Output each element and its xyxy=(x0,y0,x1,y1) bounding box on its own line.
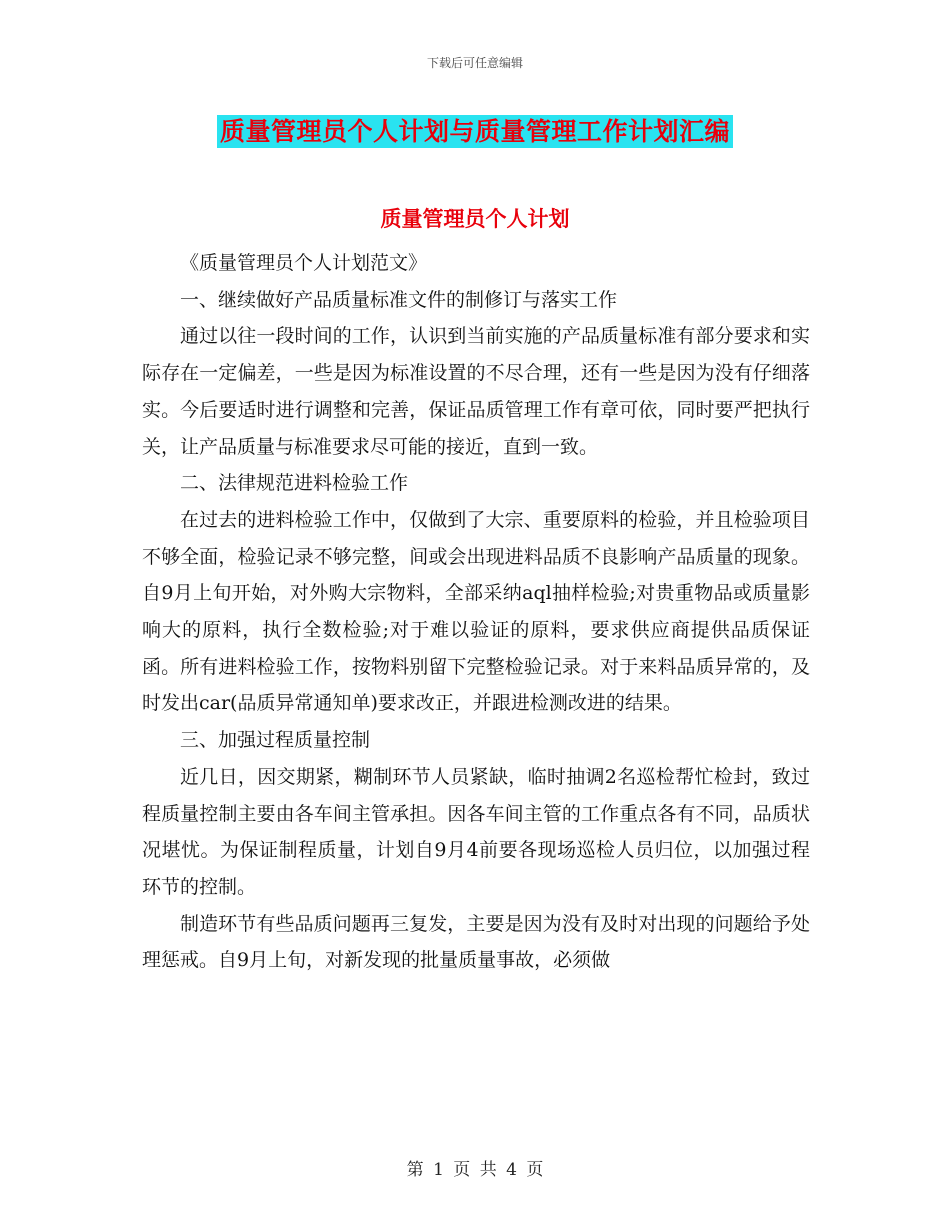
heading-3: 三、加强过程质量控制 xyxy=(180,729,371,752)
heading-2: 二、法律规范进料检验工作 xyxy=(180,472,409,495)
paragraph: 通过以往一段时间的工作，认识到当前实施的产品质量标准有部分要求和实际存在一定偏差，一些是因为标准设置的不尽合理，还有一些是因为没有仔细落实。今后要适时进行调整和完善，保证品质管理工作有章可依，同时要严把执行关，让产品质量与标准要求尽可能的接近，直到一致。 xyxy=(142,325,810,458)
paragraph-subtitle: 《质量管理员个人计划范文》 xyxy=(180,252,428,274)
paragraph: 在过去的进料检验工作中，仅做到了大宗、重要原料的检验，并且检验项目不够全面，检验记录不够完整，间或会出现进料品质不良影响产品质量的现象。自9月上旬开始，对外购大宗物料，全部采纳aql抽样检验;对贵重物品或质量影响大的原料，执行全数检验;对于难以验证的原料，要求供应商提供品质保证函。所有进料检验工作，按物料别留下完整检验记录。对于来料品质异常的，及时发出car(品质异常通知单)要求改正，并跟进检测改进的结果。 xyxy=(142,508,810,715)
paragraph: 近几日，因交期紧，糊制环节人员紧缺，临时抽调2名巡检帮忙检封，致过程质量控制主要由各车间主管承担。因各车间主管的工作重点各有不同，品质状况堪忧。为保证制程质量，计划自9月4前要各现场巡检人员归位，以加强过程环节的控制。 xyxy=(142,765,810,898)
document-title xyxy=(0,112,950,148)
paragraph: 制造环节有些品质问题再三复发，主要是因为没有及时对出现的问题给予处理惩戒。自9月上旬，对新发现的批量质量事故，必须做 xyxy=(142,912,810,972)
section-title: 质量管理员个人计划 xyxy=(380,206,570,231)
document-title-text: 质量管理员个人计划与质量管理工作计划汇编 xyxy=(217,115,733,148)
heading-1: 一、继续做好产品质量标准文件的制修订与落实工作 xyxy=(180,288,618,311)
header-note: 下载后可任意编辑 xyxy=(426,56,523,70)
document-body xyxy=(142,245,810,979)
page-footer: 第 1 页 共 4 页 xyxy=(406,1160,544,1180)
